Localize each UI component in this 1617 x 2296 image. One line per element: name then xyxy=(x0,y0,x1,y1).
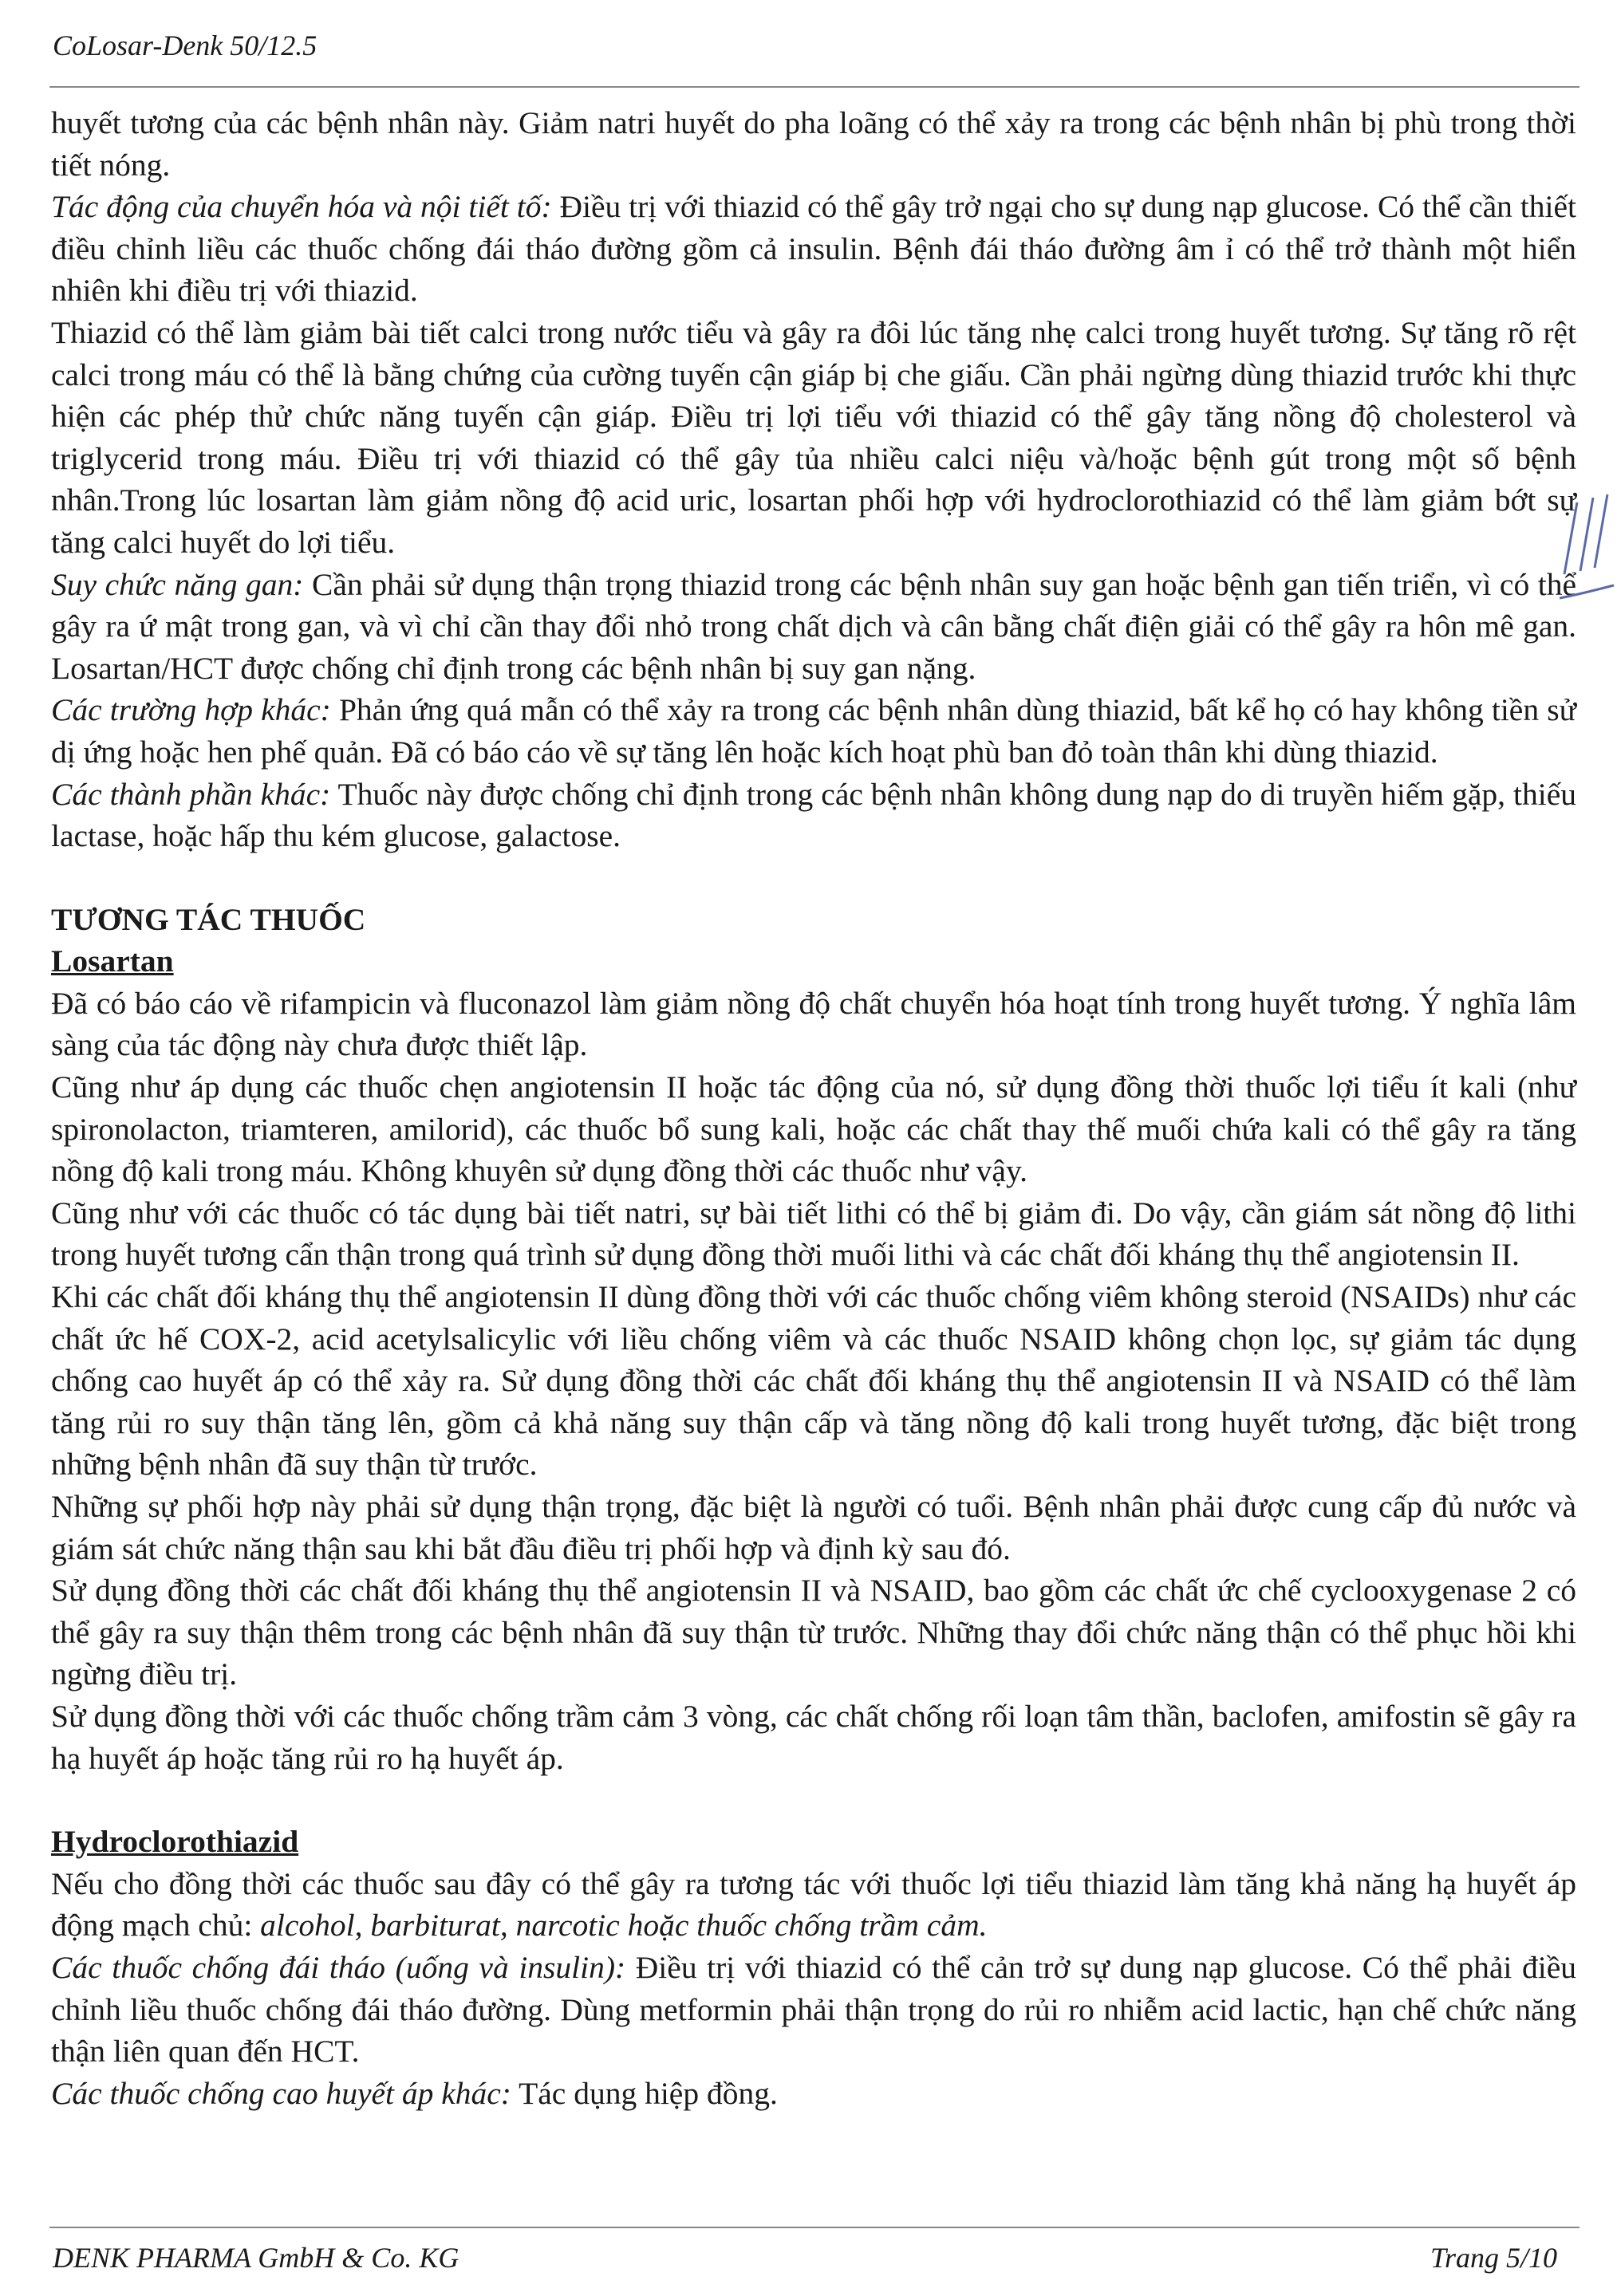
paragraph-text: Tác dụng hiệp đồng. xyxy=(511,2075,778,2111)
paragraph-lead: Tác động của chuyển hóa và nội tiết tố: xyxy=(51,189,552,225)
paragraph-other-cases xyxy=(51,689,1576,773)
losartan-paragraph-1: Đã có báo cáo về rifampicin và fluconazol làm giảm nồng độ chất chuyển hóa hoạt tính trong huyết tương. Ý nghĩa lâm sàng của tác động này chưa được thiết lập. xyxy=(51,985,1576,1063)
paragraph-text: Phản ứng quá mẫn có thể xảy ra trong các bệnh nhân dùng thiazid, bất kể họ có hay không tiền sử dị ứng hoặc hen phế quản. Đã có báo cáo về sự tăng lên hoặc kích hoạt phù ban đỏ toàn thân khi dùng thiazid. xyxy=(51,692,1576,770)
hct-paragraph-1 xyxy=(51,1863,1576,1947)
paragraph-text: Điều trị với thiazid có thể cản trở sự dung nạp glucose. Có thể phải điều chỉnh liều thuốc chống đái tháo đường. Dùng metformin phải thận trọng do rủi ro nhiễm acid lactic, hạn chế chức năng thận liên quan đến HCT. xyxy=(51,1949,1576,2070)
losartan-paragraph-2: Cũng như áp dụng các thuốc chẹn angiotensin II hoặc tác động của nó, sử dụng đồng thời thuốc lợi tiểu ít kali (như spironolacton, triamteren, amilorid), các thuốc bổ sung kali, hoặc các chất thay thế muối chứa kali có thể gây ra tăng nồng độ kali trong máu. Không khuyên sử dụng đồng thời các thuốc như vậy. xyxy=(51,1069,1576,1189)
losartan-paragraph-5: Những sự phối hợp này phải sử dụng thận trọng, đặc biệt là người có tuổi. Bệnh nhân phải được cung cấp đủ nước và giám sát chức năng thận sau khi bắt đầu điều trị phối hợp và định kỳ sau đó. xyxy=(51,1489,1576,1566)
paragraph-metabolic xyxy=(51,186,1576,312)
losartan-paragraph-3: Cũng như với các thuốc có tác dụng bài tiết natri, sự bài tiết lithi có thể bị giảm đi. Do vậy, cần giám sát nồng độ lithi trong huyết tương cẩn thận trong quá trình sử dụng đồng thời muối lithi và các chất đối kháng thụ thể angiotensin II. xyxy=(51,1195,1576,1273)
paragraph-lead: Các thuốc chống đái tháo (uống và insulin): xyxy=(51,1949,626,1985)
paragraph-liver xyxy=(51,564,1576,690)
page-number: Trang 5/10 xyxy=(1430,2242,1557,2274)
document-body xyxy=(51,102,1576,2114)
footer-company: DENK PHARMA GmbH & Co. KG xyxy=(53,2242,459,2274)
footer-divider xyxy=(49,2227,1580,2228)
page-header xyxy=(49,24,1580,88)
section-spacer xyxy=(51,857,1576,899)
handwritten-initials-icon xyxy=(1560,478,1615,614)
paragraph-text: Điều trị với thiazid có thể gây trở ngại cho sự dung nạp glucose. Có thể cần thiết điều chỉnh liều các thuốc chống đái tháo đường gồm cả insulin. Bệnh đái tháo đường âm ỉ có thể trở thành một hiển nhiên khi điều trị với thiazid. xyxy=(51,189,1577,309)
paragraph-excipients xyxy=(51,774,1576,857)
paragraph-lead: Suy chức năng gan: xyxy=(51,566,304,602)
section-heading-interactions: TƯƠNG TÁC THUỐC xyxy=(51,901,366,937)
header-divider xyxy=(49,86,1580,88)
paragraph-text: Cần phải sử dụng thận trọng thiazid trong các bệnh nhân suy gan hoặc bệnh gan tiến triển, vì có thể gây ra ứ mật trong gan, và vì chỉ cần thay đổi nhỏ trong chất dịch và cân bằng chất điện giải có thể gây ra hôn mê gan. Losartan/HCT được chống chỉ định trong các bệnh nhân bị suy gan nặng. xyxy=(51,566,1577,686)
paragraph-continued: huyết tương của các bệnh nhân này. Giảm natri huyết do pha loãng có thể xảy ra trong các bệnh nhân bị phù trong thời tiết nóng. xyxy=(51,105,1576,183)
paragraph-lead: Các trường hợp khác: xyxy=(51,692,331,728)
page-footer xyxy=(49,2227,1580,2274)
subheading-hydroclorothiazid: Hydroclorothiazid xyxy=(51,1824,299,1860)
subheading-losartan: Losartan xyxy=(51,943,174,979)
paragraph-italic-list: alcohol, barbiturat, narcotic hoặc thuốc chống trầm cảm. xyxy=(260,1908,988,1944)
paragraph-text: Nếu cho đồng thời các thuốc sau đây có thể gây ra tương tác với thuốc lợi tiểu thiazid làm tăng khả năng hạ huyết áp động mạch chủ: xyxy=(51,1865,1576,1944)
losartan-paragraph-7: Sử dụng đồng thời với các thuốc chống trầm cảm 3 vòng, các chất chống rối loạn tâm thần, baclofen, amifostin sẽ gây ra hạ huyết áp hoặc tăng rủi ro hạ huyết áp. xyxy=(51,1698,1576,1776)
losartan-paragraph-6: Sử dụng đồng thời các chất đối kháng thụ thể angiotensin II và NSAID, bao gồm các chất ức chế cyclooxygenase 2 có thể gây ra suy thận thêm trong các bệnh nhân đã suy thận từ trước. Những thay đổi chức năng thận có thể phục hồi khi ngừng điều trị. xyxy=(51,1573,1576,1692)
paragraph-lead: Các thuốc chống cao huyết áp khác: xyxy=(51,2075,511,2111)
section-spacer xyxy=(51,1779,1576,1821)
paragraph-lead: Các thành phần khác: xyxy=(51,776,331,812)
hct-paragraph-2 xyxy=(51,1947,1576,2073)
document-title: CoLosar-Denk 50/12.5 xyxy=(53,30,317,61)
paragraph-text: Thuốc này được chống chỉ định trong các bệnh nhân không dung nạp do di truyền hiếm gặp, thiếu lactase, hoặc hấp thu kém glucose, galactose. xyxy=(51,776,1576,854)
paragraph-calcium: Thiazid có thể làm giảm bài tiết calci trong nước tiểu và gây ra đôi lúc tăng nhẹ calci trong huyết tương. Sự tăng rõ rệt calci trong máu có thể là bằng chứng của cường tuyến cận giáp bị che giấu. Cần phải ngừng dùng thiazid trước khi thực hiện các phép thử chức năng tuyến cận giáp. Điều trị lợi tiểu với thiazid có thể gây tăng nồng độ cholesterol và triglycerid trong máu. Điều trị với thiazid có thể gây tủa nhiều calci niệu và/hoặc bệnh gút trong một số bệnh nhân.Trong lúc losartan làm giảm nồng độ acid uric, losartan phối hợp với hydroclorothiazid có thể làm giảm bớt sự tăng calci huyết do lợi tiểu. xyxy=(51,314,1576,560)
hct-paragraph-3 xyxy=(51,2073,1576,2115)
losartan-paragraph-4: Khi các chất đối kháng thụ thể angiotensin II dùng đồng thời với các thuốc chống viêm không steroid (NSAIDs) như các chất ức hế COX-2, acid acetylsalicylic với liều chống viêm và các thuốc NSAID không chọn lọc, sự giảm tác dụng chống cao huyết áp có thể xảy ra. Sử dụng đồng thời các chất đối kháng thụ thể angiotensin II và NSAID có thể làm tăng rủi ro suy thận tăng lên, gồm cả khả năng suy thận cấp và tăng nồng độ kali trong huyết tương, đặc biệt trong những bệnh nhân đã suy thận từ trước. xyxy=(51,1279,1576,1483)
